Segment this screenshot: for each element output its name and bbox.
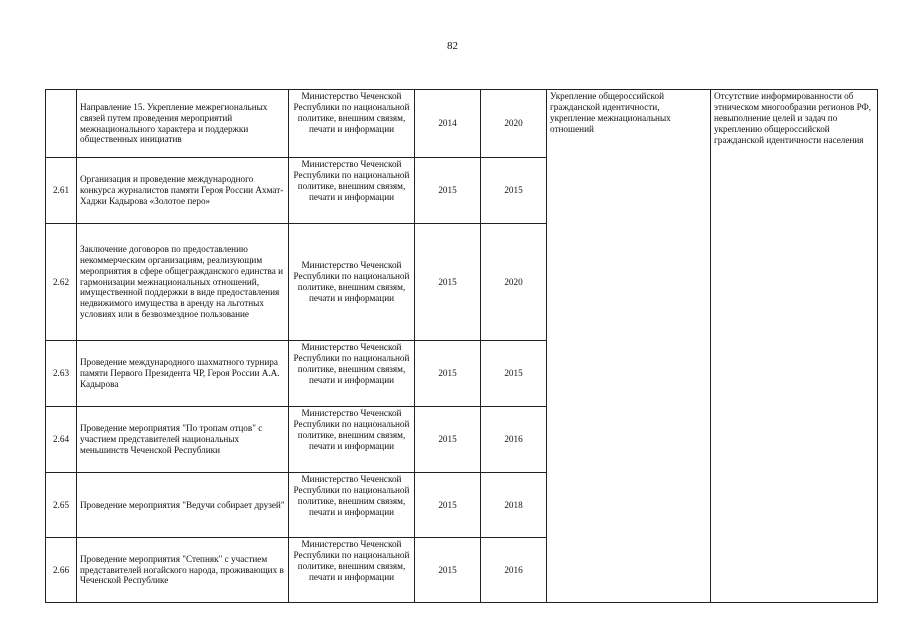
activity-name: Организация и проведение международного конкурса журналистов памяти Героя России Ахмат-Хаджи Кадырова «Золотое перо» [77,158,289,224]
end-year: 2015 [481,158,547,224]
executor: Министерство Чеченской Республики по национальной политике, внешним связям, печати и информации [289,341,415,407]
end-year: 2015 [481,341,547,407]
end-year: 2020 [481,224,547,341]
table-row [46,90,878,158]
row-number: 2.66 [46,538,77,603]
end-year: 2020 [481,90,547,158]
start-year: 2015 [415,538,481,603]
row-number [46,90,77,158]
executor: Министерство Чеченской Республики по национальной политике, внешним связям, печати и информации [289,473,415,538]
page-number: 82 [447,40,458,52]
start-year: 2014 [415,90,481,158]
activity-name: Проведение международного шахматного турнира памяти Первого Президента ЧР, Героя России А.А. Кадырова [77,341,289,407]
start-year: 2015 [415,341,481,407]
activity-name: Проведение мероприятия "Степняк" с участием представителей ногайского народа, проживающих в Чеченской Республике [77,538,289,603]
row-number: 2.65 [46,473,77,538]
activities-table [45,89,878,603]
activity-name: Направление 15. Укрепление межрегиональных связей путем проведения мероприятий межнационального характера и поддержки общественных инициатив [77,90,289,158]
consequences: Отсутствие информированности об этническом многообразии регионов РФ, невыполнение целей и задач по укреплению общероссийской гражданской идентичности населения [711,90,878,603]
row-number: 2.62 [46,224,77,341]
executor: Министерство Чеченской Республики по национальной политике, внешним связям, печати и информации [289,224,415,341]
start-year: 2015 [415,407,481,473]
row-number: 2.61 [46,158,77,224]
end-year: 2016 [481,407,547,473]
start-year: 2015 [415,473,481,538]
activity-name: Проведение мероприятия "Ведучи собирает друзей" [77,473,289,538]
start-year: 2015 [415,224,481,341]
executor: Министерство Чеченской Республики по национальной политике, внешним связям, печати и информации [289,90,415,158]
row-number: 2.64 [46,407,77,473]
executor: Министерство Чеченской Республики по национальной политике, внешним связям, печати и информации [289,158,415,224]
end-year: 2018 [481,473,547,538]
end-year: 2016 [481,538,547,603]
expected-result: Укрепление общероссийской гражданской идентичности, укрепление межнациональных отношений [547,90,711,603]
activity-name: Проведение мероприятия "По тропам отцов" с участием представителей национальных меньшинств Чеченской Республики [77,407,289,473]
row-number: 2.63 [46,341,77,407]
start-year: 2015 [415,158,481,224]
executor: Министерство Чеченской Республики по национальной политике, внешним связям, печати и информации [289,407,415,473]
executor: Министерство Чеченской Республики по национальной политике, внешним связям, печати и информации [289,538,415,603]
activity-name: Заключение договоров по предоставлению некоммерческим организациям, реализующим мероприятия в сфере общегражданского единства и гармонизации межнациональных отношений, имущественной поддержки в виде предоставления недвижимого имущества в аренду на льготных условиях или в безвозмездное пользование [77,224,289,341]
